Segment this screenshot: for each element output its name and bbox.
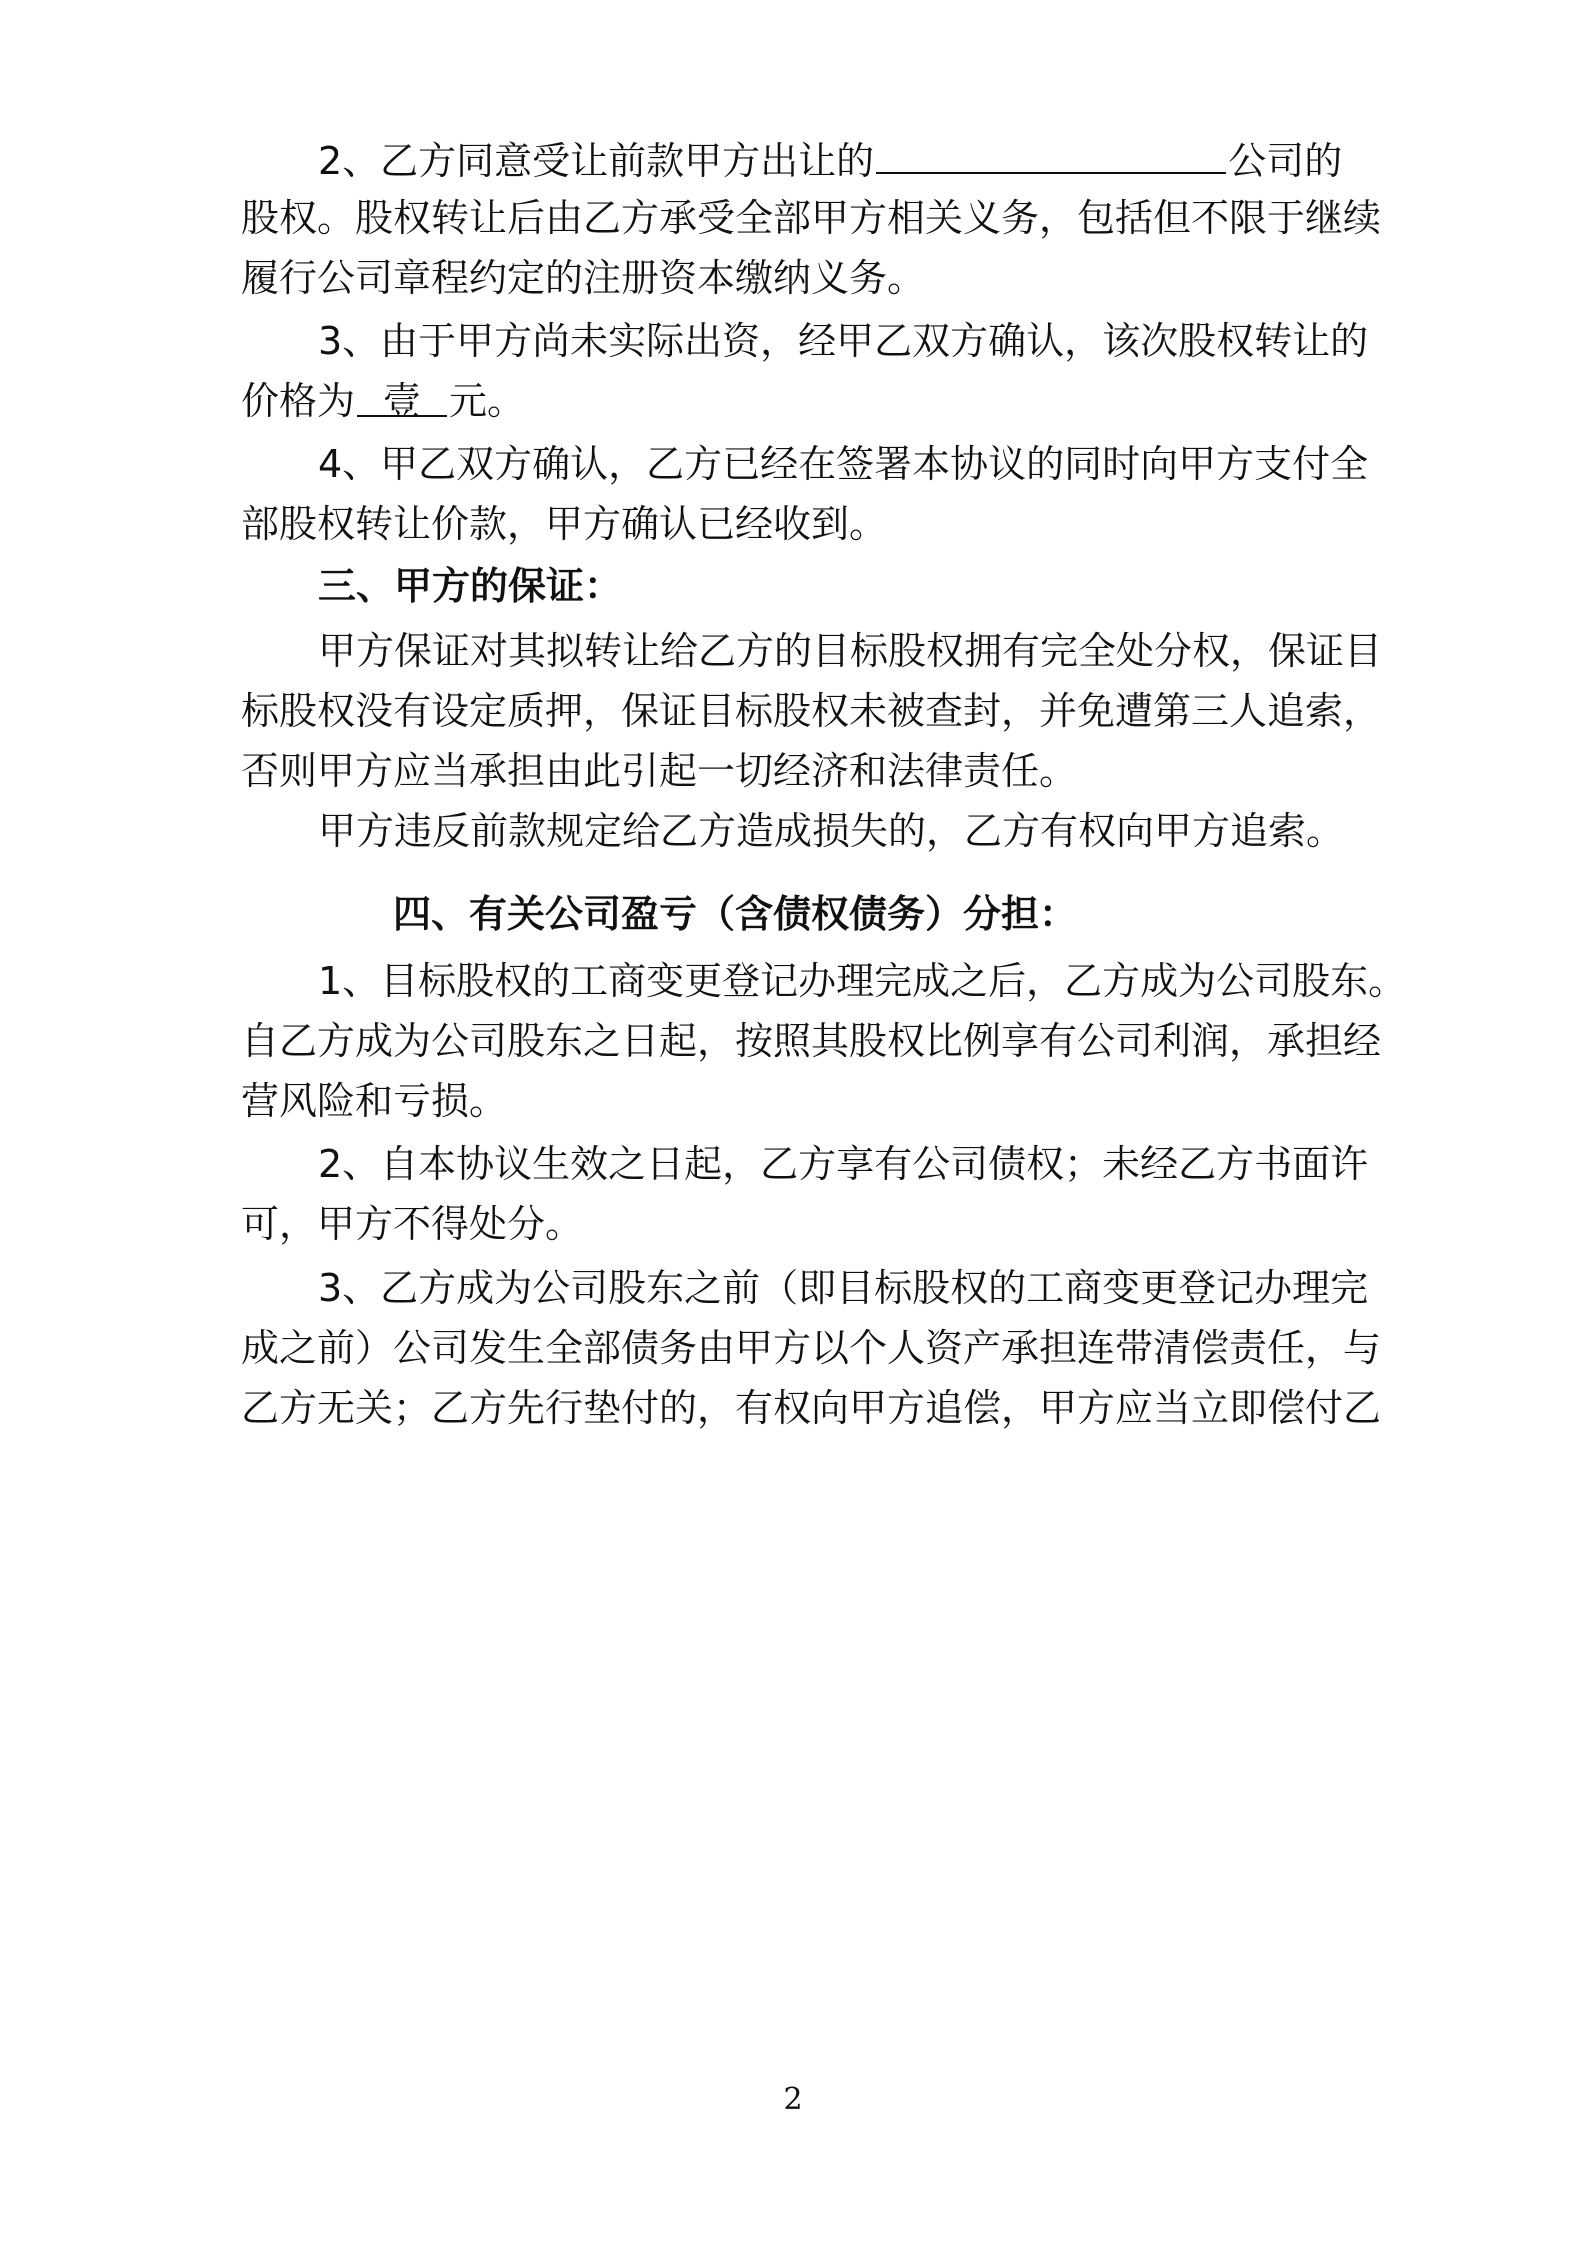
page-number: 2 xyxy=(783,2082,803,2117)
section3-p2-line1: 甲方违反前款规定给乙方造成损失的，乙方有权向甲方追索。 xyxy=(318,809,1345,853)
section2-item2-line1 xyxy=(318,132,1366,184)
section2-item2-line3: 履行公司章程约定的注册资本缴纳义务。 xyxy=(241,256,926,300)
section4-item1-line3: 营风险和亏损。 xyxy=(241,1079,508,1123)
section4-item3-line3: 乙方无关；乙方先行垫付的，有权向甲方追偿，甲方应当立即偿付乙 xyxy=(241,1386,1382,1430)
section2-item4-line1: 4、甲乙双方确认，乙方已经在签署本协议的同时向甲方支付全 xyxy=(318,442,1369,486)
section2-item4-line2: 部股权转让价款，甲方确认已经收到。 xyxy=(241,502,888,546)
item2-text-a: 2、乙方同意受让前款甲方出让的 xyxy=(318,139,875,183)
section4-item2-line1: 2、自本协议生效之日起，乙方享有公司债权；未经乙方书面许 xyxy=(318,1142,1369,1186)
section4-item3-line1: 3、乙方成为公司股东之前（即目标股权的工商变更登记办理完 xyxy=(318,1266,1369,1310)
section3-p1-line3: 否则甲方应当承担由此引起一切经济和法律责任。 xyxy=(241,749,1078,793)
section3-heading: 三、甲方的保证： xyxy=(318,564,623,608)
section4-item1-line2: 自乙方成为公司股东之日起，按照其股权比例享有公司利润，承担经 xyxy=(241,1019,1382,1063)
section4-item2-line2: 可，甲方不得处分。 xyxy=(241,1202,584,1246)
section2-item3-line1: 3、由于甲方尚未实际出资，经甲乙双方确认，该次股权转让的 xyxy=(318,319,1369,363)
price-amount: 壹 xyxy=(357,375,447,417)
section2-item3-line2 xyxy=(241,375,1366,427)
section4-item1-line1: 1、目标股权的工商变更登记办理完成之后，乙方成为公司股东。 xyxy=(318,959,1407,1003)
price-suffix: 元。 xyxy=(449,379,526,423)
price-prefix: 价格为 xyxy=(241,379,356,423)
section3-p1-line1: 甲方保证对其拟转让给乙方的目标股权拥有完全处分权，保证目 xyxy=(318,629,1383,673)
company-name-blank xyxy=(876,132,1226,174)
section4-item3-line2: 成之前）公司发生全部债务由甲方以个人资产承担连带清偿责任，与 xyxy=(241,1326,1382,1370)
section3-p1-line2: 标股权没有设定质押，保证目标股权未被查封，并免遭第三人追索， xyxy=(241,689,1382,733)
section2-item2-line2: 股权。股权转让后由乙方承受全部甲方相关义务，包括但不限于继续 xyxy=(241,196,1382,240)
item2-text-b: 公司的 xyxy=(1228,139,1343,183)
section4-heading: 四、有关公司盈亏（含债权债务）分担： xyxy=(393,892,1078,936)
